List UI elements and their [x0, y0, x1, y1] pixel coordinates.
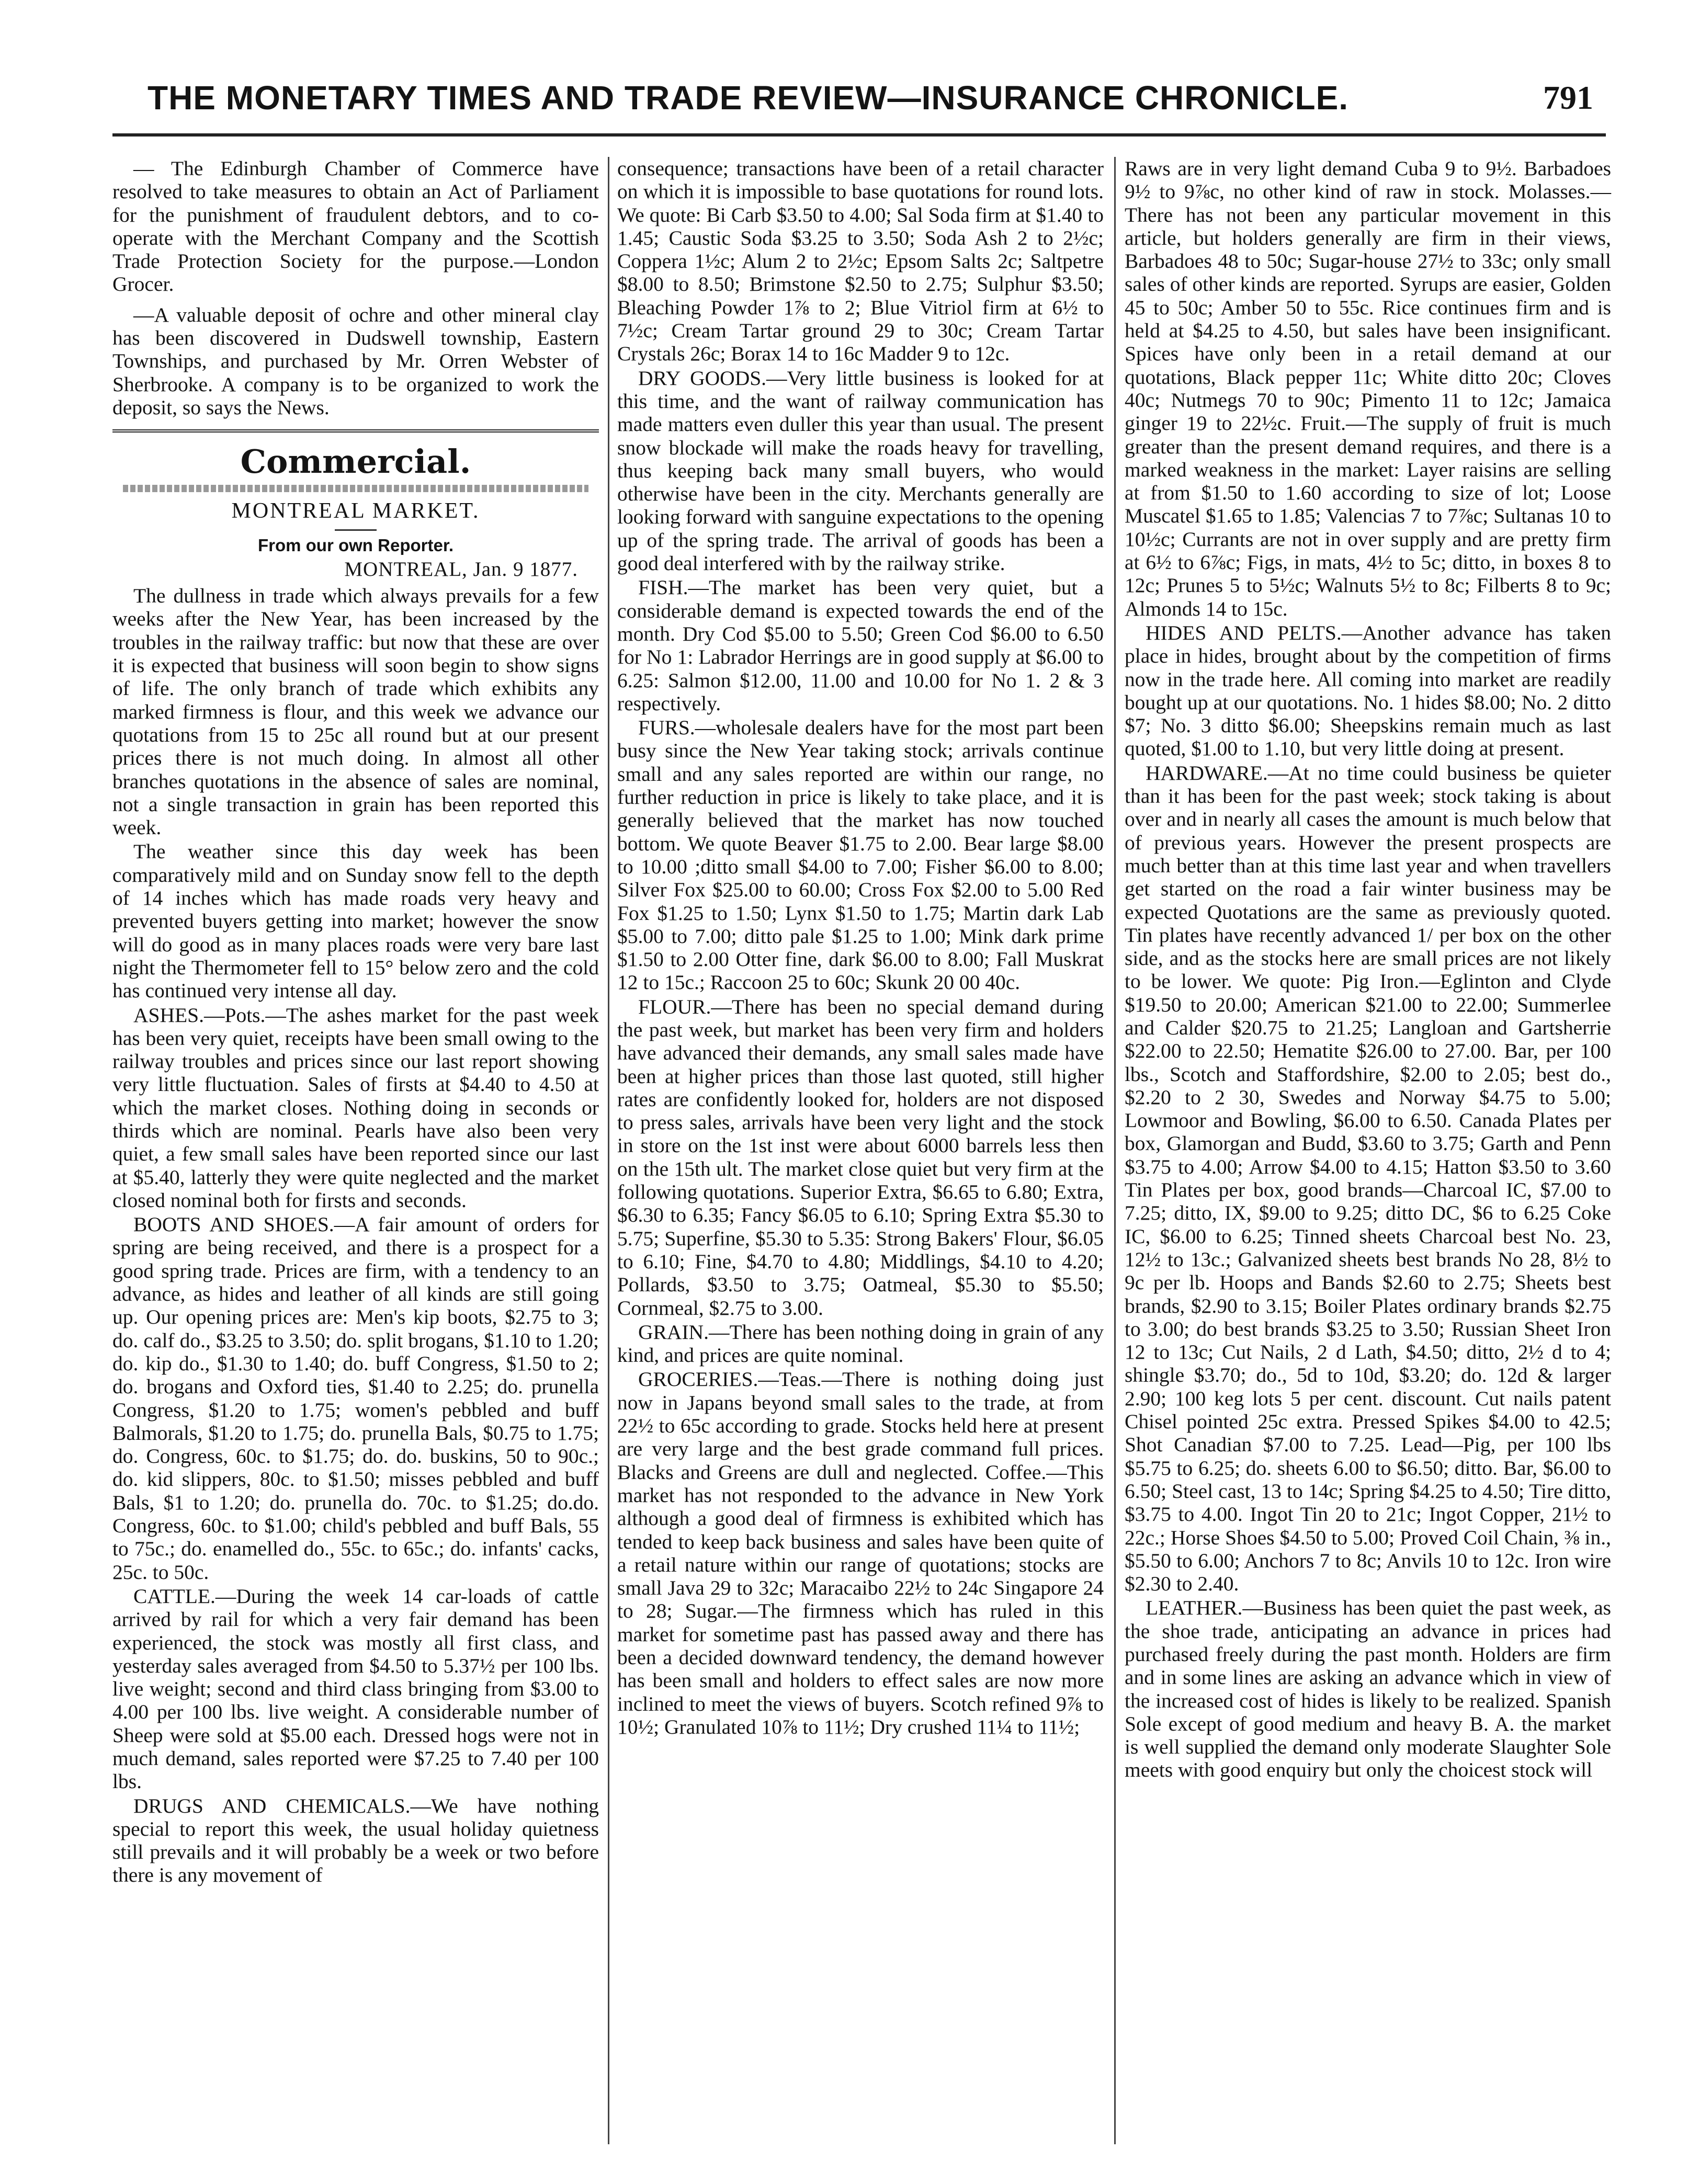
market-paragraph: CATTLE.—During the week 14 car-loads of cattle arrived by rail for which a very fair demand has been experienced, the stock was mostly all first class, and yesterday sales averaged from $4.50 to 5.37½ per 100 lbs. live weight; second and third class bringing from $3.00 to 4.00 per 100 lbs. live weight. A considerable number of Sheep were sold at $5.00 each. Dressed hogs were not in much demand, sales reported were $7.25 to 7.40 per 100 lbs.: [112, 1584, 599, 1793]
market-paragraph: FLOUR.—There has been no special demand during the past week, but market has been very firm and holders have advanced their demands, any small sales made have been at higher prices than those last quoted, still higher rates are confidently looked for, holders are not disposed to press sales, arrivals have been very light and the stock in store on the 1st inst were about 6000 barrels less then on the 15th ult. The market close quiet but very firm at the following quotations. Superior Extra, $6.65 to 6.80; Extra, $6.30 to 6.35; Fancy $6.05 to 6.10; Spring Extra $5.30 to 5.75; Superfine, $5.30 to 5.35: Strong Bakers' Flour, $6.05 to 6.10; Fine, $4.70 to 4.80; Middlings, $4.10 to 4.20; Pollards, $3.50 to 3.75; Oatmeal, $5.30 to $5.50; Cornmeal, $2.75 to 3.00.: [617, 995, 1104, 1320]
market-paragraph: consequence; transactions have been of a retail character on which it is impossible to base quotations for round lots. We quote: Bi Carb $3.50 to 4.00; Sal Soda firm at $1.40 to 1.45; Caustic Soda $3.25 to 3.50; Soda Ash 2 to 2½c; Coppera 1½c; Alum 2 to 2½c; Epsom Salts 2c; Saltpetre $8.00 to 8.50; Brimstone $2.50 to 2.75; Sulphur $3.50; Bleaching Powder 1⅞ to 2; Blue Vitriol firm at 6½ to 7½c; Cream Tartar ground 29 to 30c; Cream Tartar Crystals 26c; Borax 14 to 16c Madder 9 to 12c.: [617, 157, 1104, 366]
market-paragraph: Raws are in very light demand Cuba 9 to 9½. Barbadoes 9½ to 9⅞c, no other kind of raw in stock. Molasses.—There has not been any particular movement in this article, but holders generally are firm in their views, Barbadoes 48 to 50c; Sugar-house 27½ to 33c; only small sales of other kinds are reported. Syrups are easier, Golden 45 to 50c; Amber 50 to 55c. Rice continues firm and is held at $4.25 to 4.50, but sales have been insignificant. Spices have only been in a retail demand at our quotations, Black pepper 11c; White ditto 20c; Cloves 40c; Nutmegs 70 to 90c; Pimento 11 to 12c; Jamaica ginger 19 to 22½c. Fruit.—The supply of fruit is much greater than the present demand requires, and there is a marked weakness in the market: Layer raisins are selling at from $1.50 to 1.60 according to size of lot; Loose Muscatel $1.65 to 1.85; Valencias 7 to 7⅞c; Sultanas 10 to 10½c; Currants are not in over supply and are pretty firm at 6½ to 6⅞c; Figs, in mats, 4½ to 5c; ditto, in boxes 8 to 12c; Prunes 5 to 5½c; Walnuts 5½ to 8c; Filberts 8 to 9c; Almonds 14 to 15c.: [1125, 157, 1611, 620]
market-paragraph: ASHES.—Pots.—The ashes market for the past week has been very quiet, receipts have been small owing to the railway troubles and prices since our last report showing very little fluctuation. Sales of firsts at $4.40 to 4.50 at which the market closes. Nothing doing in seconds or thirds which are nominal. Pearls have also been very quiet, a few small sales have been reported since our last at $5.40, latterly they were quite neglected and the market closed nominal both for firsts and seconds.: [112, 1003, 599, 1212]
market-paragraph: HARDWARE.—At no time could business be quieter than it has been for the past week; stock taking is about over and in nearly all cases the amount is much below that of previous years. However the present prospects are much better than at this time last year and when travellers get started on the road a fair winter business may be expected Quotations are the same as previously quoted. Tin plates have recently advanced 1/ per box on the other side, and as the stocks here are small prices are not likely to be lower. We quote: Pig Iron.—Eglinton and Clyde $19.50 to 20.00; American $21.00 to 22.00; Summerlee and Calder $20.75 to 21.25; Langloan and Gartsherrie $22.00 to 22.50; Hematite $26.00 to 27.00. Bar, per 100 lbs., Scotch and Staffordshire, $2.00 to 2.05; best do., $2.20 to 2 30, Swedes and Norway $4.75 to 5.00; Lowmoor and Bowling, $6.00 to 6.50. Canada Plates per box, Glamorgan and Budd, $3.60 to 3.75; Garth and Penn $3.75 to 4.00; Arrow $4.00 to 4.15; Hatton $3.50 to 3.60 Tin Plates per box, good brands—Charcoal IC, $7.00 to 7.25; ditto, IX, $9.00 to 9.25; ditto DC, $6 to 6.25 Coke IC, $6.00 to 6.25; Tinned sheets Charcoal best No. 23, 12½ to 13c.; Galvanized sheets best brands No 28, 8½ to 9c per lb. Hoops and Bands $2.60 to 2.75; Sheets best brands, $2.90 to 3.15; Boiler Plates ordinary brands $2.75 to 3.00; do best brands $3.25 to 3.50; Russian Sheet Iron 12 to 13c; Cut Nails, 2 d Lath, $4.50; ditto, 2½ d to 4; shingle $3.70; do., 5d to 10d, $3.20; do. 12d & larger 2.90; 100 keg lots 5 per cent. discount. Cut nails patent Chisel pointed 25c extra. Pressed Spikes $4.00 to 42.5; Shot Canadian $7.00 to 7.25. Lead—Pig, per 100 lbs $5.75 to 6.25; do. sheets 6.00 to $6.50; ditto. Bar, $6.00 to 6.50; Steel cast, 13 to 14c; Spring $4.25 to 4.50; Tire ditto, $3.75 to 4.00. Ingot Tin 20 to 21c; Ingot Copper, 21½ to 22c.; Horse Shoes $4.50 to 5.00; Proved Coil Chain, ⅜ in., $5.50 to 6.00; Anchors 7 to 8c; Anvils 10 to 12c. Iron wire $2.30 to 2.40.: [1125, 761, 1611, 1596]
reporter-line: From our own Reporter.: [257, 535, 454, 555]
header-rule: [112, 133, 1606, 136]
market-paragraph: GROCERIES.—Teas.—There is nothing doing just now in Japans beyond small sales to the trade, at from 22½ to 65c according to grade. Stocks held here at present are very large and the best grade command full prices. Blacks and Greens are dull and neglected. Coffee.—This market has not responded to the advance in New York although a good deal of firmness is exhibited which has tended to keep back business and sales have been quite of a retail nature within our range of quotations; stocks are small Java 29 to 32c; Maracaibo 22½ to 24c Singapore 24 to 28; Sugar.—The firmness which has ruled in this market for sometime past has passed away and there has been a decided downward tendency, the demand however has been small and holders to effect sales are now more inclined to meet the views of buyers. Scotch refined 9⅞ to 10½; Granulated 10⅞ to 11½; Dry crushed 11¼ to 11½;: [617, 1368, 1104, 1738]
running-head: THE MONETARY TIMES AND TRADE REVIEW—INSURANCE CHRONICLE.: [147, 79, 1349, 117]
ornamental-rule: [123, 485, 588, 492]
market-paragraph: GRAIN.—There has been nothing doing in grain of any kind, and prices are quite nominal.: [617, 1320, 1104, 1367]
page-header: [0, 0, 1700, 136]
market-paragraph: FISH.—The market has been very quiet, but a considerable demand is expected towards the end of the month. Dry Cod $5.00 to 5.50; Green Cod $6.00 to 6.50 for No 1: Labrador Herrings are in good supply at $6.00 to 6.25: Salmon $12.00, 11.00 and 10.00 for No 1. 2 & 3 respectively.: [617, 576, 1104, 715]
market-paragraph: LEATHER.—Business has been quiet the past week, as the shoe trade, anticipating an advance in prices had purchased freely during the past month. Holders are firm and in some lines are asking an advance which in view of the increased cost of hides is likely to be realized. Spanish Sole except of good medium and heavy B. A. the market is well supplied the demand only moderate Slaughter Sole meets with good enquiry but only the choicest stock will: [1125, 1596, 1611, 1782]
column-divider: [1114, 157, 1116, 2144]
news-item: —A valuable deposit of ochre and other mineral clay has been discovered in Dudswell township, Eastern Townships, and purchased by Mr. Orren Webster of Sherbrooke. A company is to be organized to work the deposit, so says the News.: [112, 303, 599, 419]
market-paragraph: DRY GOODS.—Very little business is looked for at this time, and the want of railway communication has made matters even duller this year than usual. The present snow blockade will make the roads heavy for travelling, thus keeping back many small buyers, who would otherwise have been in the city. Merchants generally are looking forward with sanguine expectations to the opening up of the spring trade. The arrival of goods has been a good deal interfered with by the railway strike.: [617, 366, 1104, 575]
market-paragraph: HIDES AND PELTS.—Another advance has taken place in hides, brought about by the competition of firms now in the trade here. All coming into market are readily bought up at our quotations. No. 1 hides $8.00; No. 2 ditto $7; No. 3 ditto $6.00; Sheepskins remain much as last quoted, $1.00 to 1.10, but very little doing at present.: [1125, 621, 1611, 760]
market-paragraph: The weather since this day week has been comparatively mild and on Sunday snow fell to the depth of 14 inches which has made roads very heavy and prevented buyers getting into market; however the snow will do good as in many places roads were very bare last night the Thermometer fell to 15° below zero and the cold has continued very intense all day.: [112, 840, 599, 1003]
page-number: 791: [1543, 79, 1593, 116]
market-title: MONTREAL MARKET.: [231, 499, 480, 524]
short-rule: [335, 529, 377, 531]
news-item: — The Edinburgh Chamber of Commerce have resolved to take measures to obtain an Act of Parliament for the punishment of fraudulent debtors, and to co-operate with the Merchant Company and the Scottish Trade Protection Society for the purpose.—London Grocer.: [112, 157, 599, 296]
market-paragraph: The dullness in trade which always prevails for a few weeks after the New Year, has been increased by the troubles in the railway traffic: but now that these are over it is expected that business will soon begin to show signs of life. The only branch of trade which exhibits any marked firmness is flour, and this week we advance our quotations from 15 to 25c all round but at our present prices there is not much doing. In almost all other branches quotations in the absence of sales are nominal, not a single transaction in grain has been reported this week.: [112, 584, 599, 839]
market-paragraph: DRUGS AND CHEMICALS.—We have nothing special to report this week, the usual holiday quietness still prevails and it will probably be a week or two before there is any movement of: [112, 1794, 599, 1887]
column-divider: [608, 157, 609, 2144]
dateline: MONTREAL, Jan. 9 1877.: [344, 558, 578, 581]
market-paragraph: FURS.—wholesale dealers have for the most part been busy since the New Year taking stock; arrivals continue small and any sales reported are within our range, no further reduction in price is likely to take place, and it is generally believed that the market has now touched bottom. We quote Beaver $1.75 to 2.00. Bear large $8.00 to 10.00 ;ditto small $4.00 to 7.00; Fisher $6.00 to 8.00; Silver Fox $25.00 to 60.00; Cross Fox $2.00 to 5.00 Red Fox $1.25 to 1.50; Lynx $1.50 to 1.75; Martin dark Lab $5.00 to 7.00; ditto pale $1.25 to 1.00; Mink dark prime $1.50 to 2.00 Otter fine, dark $6.00 to 8.00; Fall Muskrat 12 to 15c.; Raccoon 25 to 60c; Skunk 20 00 40c.: [617, 716, 1104, 994]
section-title: Commercial.: [240, 442, 471, 481]
section-rule: [112, 429, 599, 433]
column-3: [1125, 157, 1611, 1783]
column-2: [617, 157, 1104, 1739]
market-paragraph: BOOTS AND SHOES.—A fair amount of orders for spring are being received, and there is a prospect for a good spring trade. Prices are firm, with a tendency to an advance, as hides and leather of all kinds are still going up. Our opening prices are: Men's kip boots, $2.75 to 3; do. calf do., $3.25 to 3.50; do. split brogans, $1.10 to 1.20; do. kip do., $1.30 to 1.40; do. buff Congress, $1.50 to 2; do. brogans and Oxford ties, $1.40 to 2.25; do. prunella Congress, $1.20 to 1.75; women's pebbled and buff Balmorals, $1.20 to 1.75; do. prunella Bals, $0.75 to 1.75; do. Congress, 60c. to $1.75; do. do. buskins, 50 to 90c.; do. kid slippers, 80c. to $1.50; misses pebbled and buff Bals, $1 to 1.20; do. prunella do. 70c. to $1.25; do.do. Congress, 60c. to $1.00; child's pebbled and buff Bals, 55 to 75c.; do. enamelled do., 55c. to 65c.; do. infants' cacks, 25c. to 50c.: [112, 1213, 599, 1584]
column-1: [112, 157, 599, 1888]
